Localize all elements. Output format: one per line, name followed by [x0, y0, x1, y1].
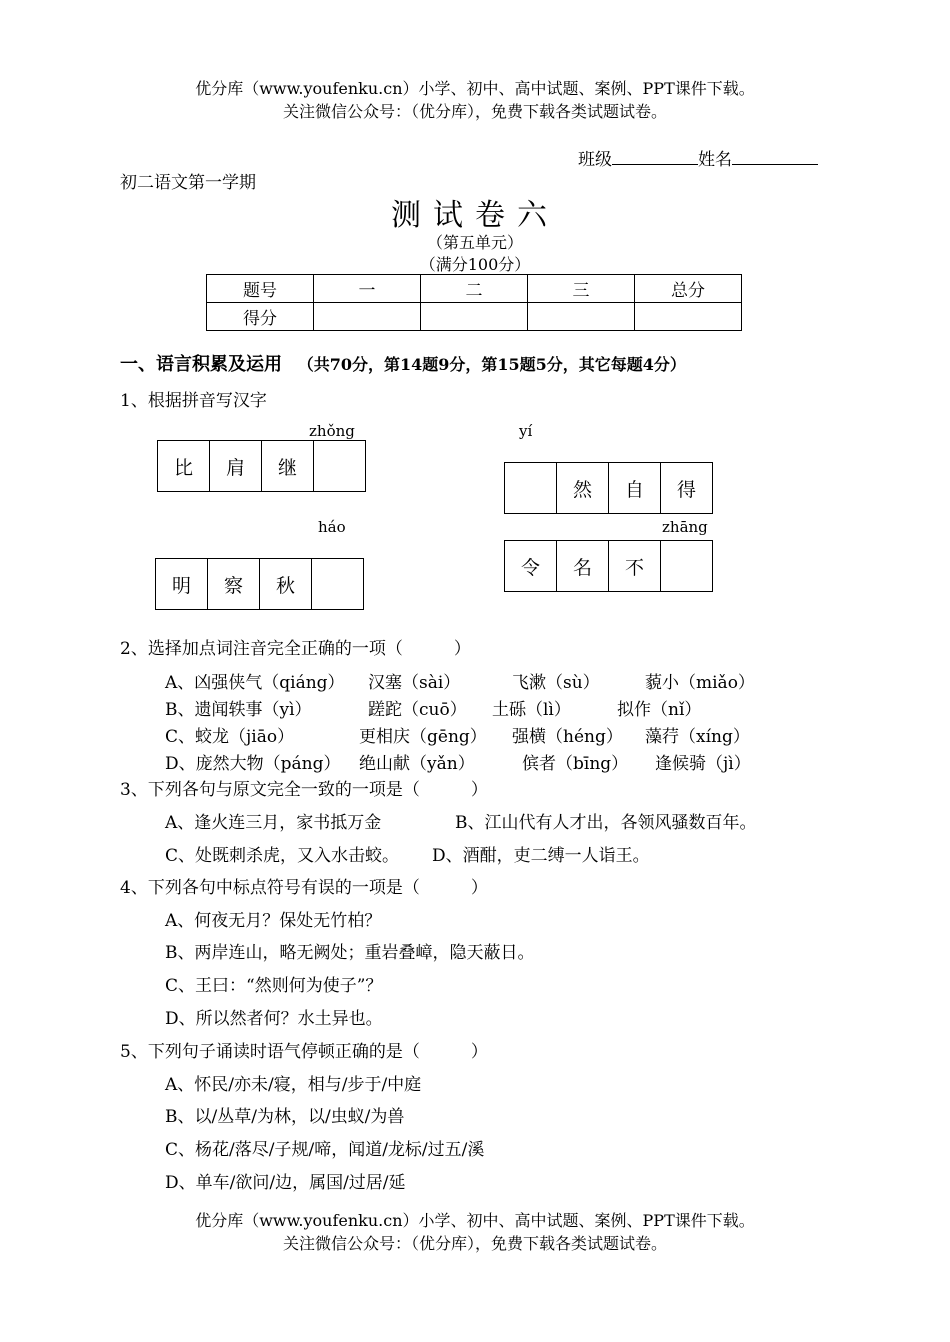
score-cell[interactable] [421, 303, 528, 331]
q2-option-d-3: 傧者（bīng） [522, 754, 629, 774]
answer-box[interactable] [312, 559, 363, 609]
score-table-row [207, 303, 742, 331]
q3-option-b: B、江山代有人才出，各领风骚数百年。 [455, 813, 757, 833]
header-line-1: 优分库（www.youfenku.cn）小学、初中、高中试题、案例、PPT课件下载。 [195, 79, 755, 98]
q2-stem: 2、选择加点词注音完全正确的一项（ ） [120, 639, 471, 659]
score-cell[interactable] [528, 303, 635, 331]
q4-stem: 4、下列各句中标点符号有误的一项是（ ） [120, 878, 488, 898]
name-blank[interactable] [732, 150, 818, 165]
pinyin-label: zhǒng [309, 422, 355, 440]
section-1-title: 一、语言积累及运用 [120, 354, 282, 375]
score-header-cell: 三 [528, 275, 635, 303]
char-box-group-3 [155, 558, 364, 610]
q2-option-b-4: 拟作（nǐ） [617, 700, 702, 720]
char-box: 察 [208, 559, 260, 609]
answer-box[interactable] [505, 463, 557, 513]
q4-option-a: A、何夜无月？保处无竹柏？ [165, 911, 382, 931]
course-label: 初二语文第一学期 [120, 173, 256, 193]
char-box-group-1 [157, 440, 366, 492]
name-label: 姓名 [698, 150, 732, 170]
q2-option-d-2: 绝山献（yǎn） [359, 754, 475, 774]
q2-option-b-2: 蹉跎（cuō） [368, 700, 467, 720]
q5-option-d: D、单车/欲问/边，属国/过居/延 [165, 1173, 406, 1193]
char-box-group-2 [504, 462, 713, 514]
q2-option-a-2: 汉塞（sài） [368, 673, 461, 693]
char-box: 继 [262, 441, 314, 491]
q4-option-b: B、两岸连山，略无阙处；重岩叠嶂，隐天蔽日。 [165, 943, 535, 963]
score-header-cell: 题号 [207, 275, 314, 303]
footer-line-1: 优分库（www.youfenku.cn）小学、初中、高中试题、案例、PPT课件下载。 [195, 1211, 755, 1230]
q2-option-c-2: 更相庆（gēng） [359, 727, 487, 747]
footer-line-2: 关注微信公众号：（优分库），免费下载各类试题试卷。 [282, 1234, 667, 1253]
q5-option-b: B、以/丛草/为林，以/虫蚁/为兽 [165, 1107, 405, 1127]
q2-option-a-4: 藐小（miǎo） [645, 673, 755, 693]
q3-option-d: D、酒酣，吏二缚一人诣王。 [432, 846, 650, 866]
char-box: 不 [609, 541, 661, 591]
char-box-group-4 [504, 540, 713, 592]
q2-option-c-3: 强横（héng） [512, 727, 623, 747]
q3-option-c: C、处既刺杀虎，又入水击蛟。 [165, 846, 400, 866]
page-title: 测试卷六 [391, 198, 559, 233]
pinyin-label: yí [519, 422, 533, 440]
unit-label: （第五单元） [426, 233, 523, 252]
class-label: 班级 [578, 150, 612, 170]
q2-option-a-3: 飞漱（sù） [512, 673, 600, 693]
char-box: 名 [557, 541, 609, 591]
header-line-2: 关注微信公众号：（优分库），免费下载各类试题试卷。 [282, 102, 667, 121]
char-box: 秋 [260, 559, 312, 609]
q5-option-a: A、怀民/亦未/寝，相与/步于/中庭 [165, 1075, 422, 1095]
q1-stem: 1、根据拼音写汉字 [120, 391, 267, 411]
answer-box[interactable] [314, 441, 365, 491]
score-row-label: 得分 [207, 303, 314, 331]
q2-option-a-1: A、凶强侠气（qiáng） [165, 673, 345, 693]
pinyin-label: háo [318, 518, 346, 536]
q4-option-c: C、王曰：“然则何为使子”？ [165, 976, 383, 996]
q2-option-d-1: D、庞然大物（páng） [165, 754, 341, 774]
char-box: 比 [158, 441, 210, 491]
q5-stem: 5、下列句子诵读时语气停顿正确的是（ ） [120, 1042, 488, 1062]
q3-option-a: A、逢火连三月，家书抵万金 [165, 813, 382, 833]
answer-box[interactable] [661, 541, 712, 591]
q2-option-b-1: B、遗闻轶事（yì） [165, 700, 312, 720]
char-box: 然 [557, 463, 609, 513]
score-header-cell: 二 [421, 275, 528, 303]
q5-option-c: C、杨花/落尽/子规/啼，闻道/龙标/过五/溪 [165, 1140, 485, 1160]
char-box: 肩 [210, 441, 262, 491]
score-cell[interactable] [635, 303, 742, 331]
q2-option-c-1: C、蛟龙（jiāo） [165, 727, 295, 747]
char-box: 令 [505, 541, 557, 591]
q4-option-d: D、所以然者何？水土异也。 [165, 1009, 383, 1029]
score-cell[interactable] [314, 303, 421, 331]
score-header-cell: 总分 [635, 275, 742, 303]
q3-stem: 3、下列各句与原文完全一致的一项是（ ） [120, 780, 488, 800]
score-header-cell: 一 [314, 275, 421, 303]
score-table [206, 274, 742, 331]
q2-option-c-4: 藻荇（xíng） [645, 727, 750, 747]
char-box: 明 [156, 559, 208, 609]
class-blank[interactable] [612, 150, 698, 165]
section-1-note: （共70分，第14题9分，第15题5分，其它每题4分） [297, 355, 686, 374]
score-table-header-row [207, 275, 742, 303]
pinyin-label: zhāng [662, 518, 708, 536]
char-box: 得 [676, 478, 696, 501]
student-info [578, 145, 818, 170]
section-1-heading [120, 350, 686, 376]
full-score-label: （满分100分） [419, 255, 531, 274]
char-box: 自 [609, 463, 661, 513]
q2-option-b-3: 土砾（lì） [492, 700, 571, 720]
q2-option-d-4: 逢候骑（jì） [655, 754, 751, 774]
